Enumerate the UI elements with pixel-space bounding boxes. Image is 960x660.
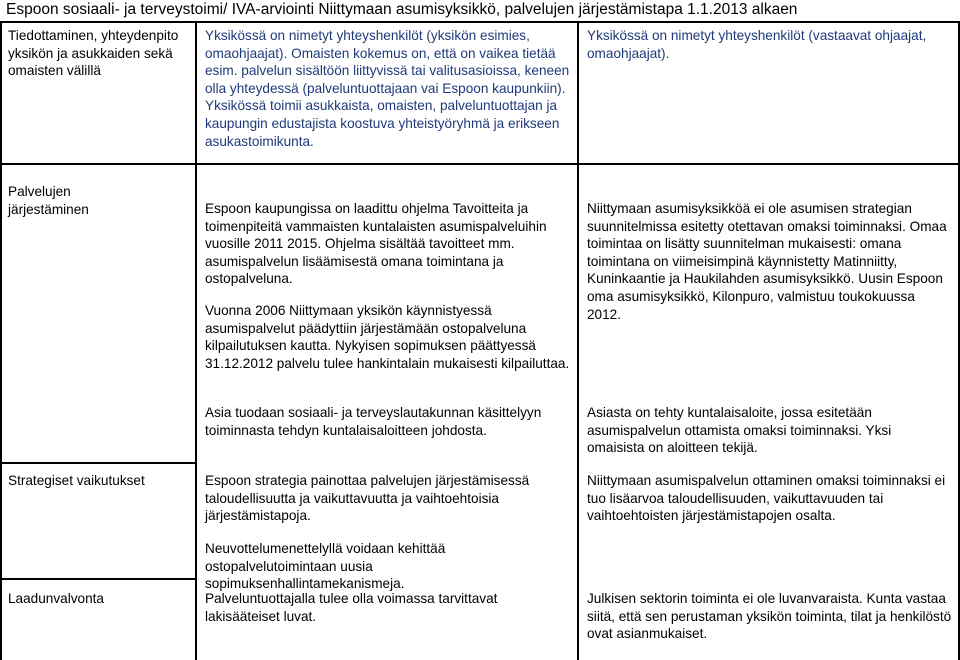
cell-text: Niittymaan asumisyksikköä ei ole asumisen strategian suunnitelmissa esitetty otettavan omaksi toiminnaksi. Omaa toimintaa on lisätty suunnitelman mukaisesti: omana toimintana on viimeisimpinä käynnistetty Matinniitty, Kuninkaantie ja Haukilahden asumisyksikkö. Uusin Espoon oma asumisyksikkö, Kilonpuro, valmistuu toukokuussa 2012. — [587, 201, 947, 322]
cell-text: Vuonna 2006 Niittymaan yksikön käynnistyessä asumispalvelut päädyttiin järjestämään ostopalveluna kilpailutuksen kautta. Nykyisen sopimuksen päättyessä 31.12.2012 palvelu tulee hankintalain mukaisesti kilpailuttaa. — [205, 303, 570, 371]
cell-text: Niittymaan asumispalvelun ottaminen omaksi toiminnaksi ei tuo lisäarvoa taloudellisuuden, vaikuttavuuden tai vaihtoehtoisten järjestämistapojen osalta. — [587, 473, 946, 524]
cell-text: Espoon strategia painottaa palvelujen järjestämisessä taloudellisuutta ja vaikuttavuutta ja vaihtoehtoisia järjestämistapoja. — [205, 473, 530, 524]
row-label: Strategiset vaikutukset — [8, 473, 145, 488]
cell-text: Palveluntuottajalla tulee olla voimassa tarvittavat lakisääteiset luvat. — [205, 591, 498, 624]
cell-text: Yksikössä on nimetyt yhteyshenkilöt (yksikön esimies, omaohjaajat). Omaisten kokemus on, että on vaikea tietää esim. palvelun sisältöön liittyvissä tai valitusasioissa, keneen olla yhteydessä (palveluntuottajaan vai Espoon kaupunkiin). Yksikössä toimii asukkaista, omaisten, palveluntuottajan ja kaupungin edustajista koostuva yhteistyöryhmä ja erikseen asukastoimikunta. — [205, 28, 570, 149]
title-rule — [0, 21, 960, 23]
row-divider-3 — [0, 578, 196, 580]
page-title: Espoon sosiaali- ja terveystoimi/ IVA-arviointi Niittymaan asumisyksikkö, palvelujen järjestämistapa 1.1.2013 alkaen — [6, 1, 798, 18]
right-border — [958, 21, 960, 660]
cell-text: Asiasta on tehty kuntalaisaloite, jossa esitetään asumispalvelun ottamista omaksi toiminnaksi. Yksi omaisista on aloitteen tekijä. — [587, 405, 892, 456]
column-divider-1 — [195, 21, 197, 660]
row-divider-1 — [0, 163, 960, 165]
cell-text: Julkisen sektorin toiminta ei ole luvanvaraista. Kunta vastaa siitä, että sen perustaman yksikön toiminta, tilat ja henkilöstö ovat asianmukaiset. — [587, 591, 952, 642]
row-label: Palvelujen järjestäminen — [8, 184, 89, 217]
column-divider-2 — [577, 21, 579, 660]
row-divider-2 — [0, 462, 196, 464]
row-label: Tiedottaminen, yhteydenpito yksikön ja asukkaiden sekä omaisten välillä — [8, 28, 179, 79]
cell-text: Yksikössä on nimetyt yhteyshenkilöt (vastaavat ohjaajat, omaohjaajat). — [587, 28, 927, 61]
cell-text: Neuvottelumenettelyllä voidaan kehittää ostopalvelutoimintaan uusia sopimuksenhallintamekanismeja. — [205, 541, 446, 592]
left-border — [0, 21, 2, 660]
cell-text: Asia tuodaan sosiaali- ja terveyslautakunnan käsittelyyn toiminnasta tehdyn kuntalaisaloitteen johdosta. — [205, 405, 542, 438]
cell-text: Espoon kaupungissa on laadittu ohjelma Tavoitteita ja toimenpiteitä vammaisten kuntalaisten asumispalveluihin vuosille 2011 2015. Ohjelma sisältää tavoitteet mm. asumispalvelun lisäämisestä omana toimintana ja ostopalveluna. — [205, 201, 547, 287]
row-label: Laadunvalvonta — [8, 591, 104, 606]
